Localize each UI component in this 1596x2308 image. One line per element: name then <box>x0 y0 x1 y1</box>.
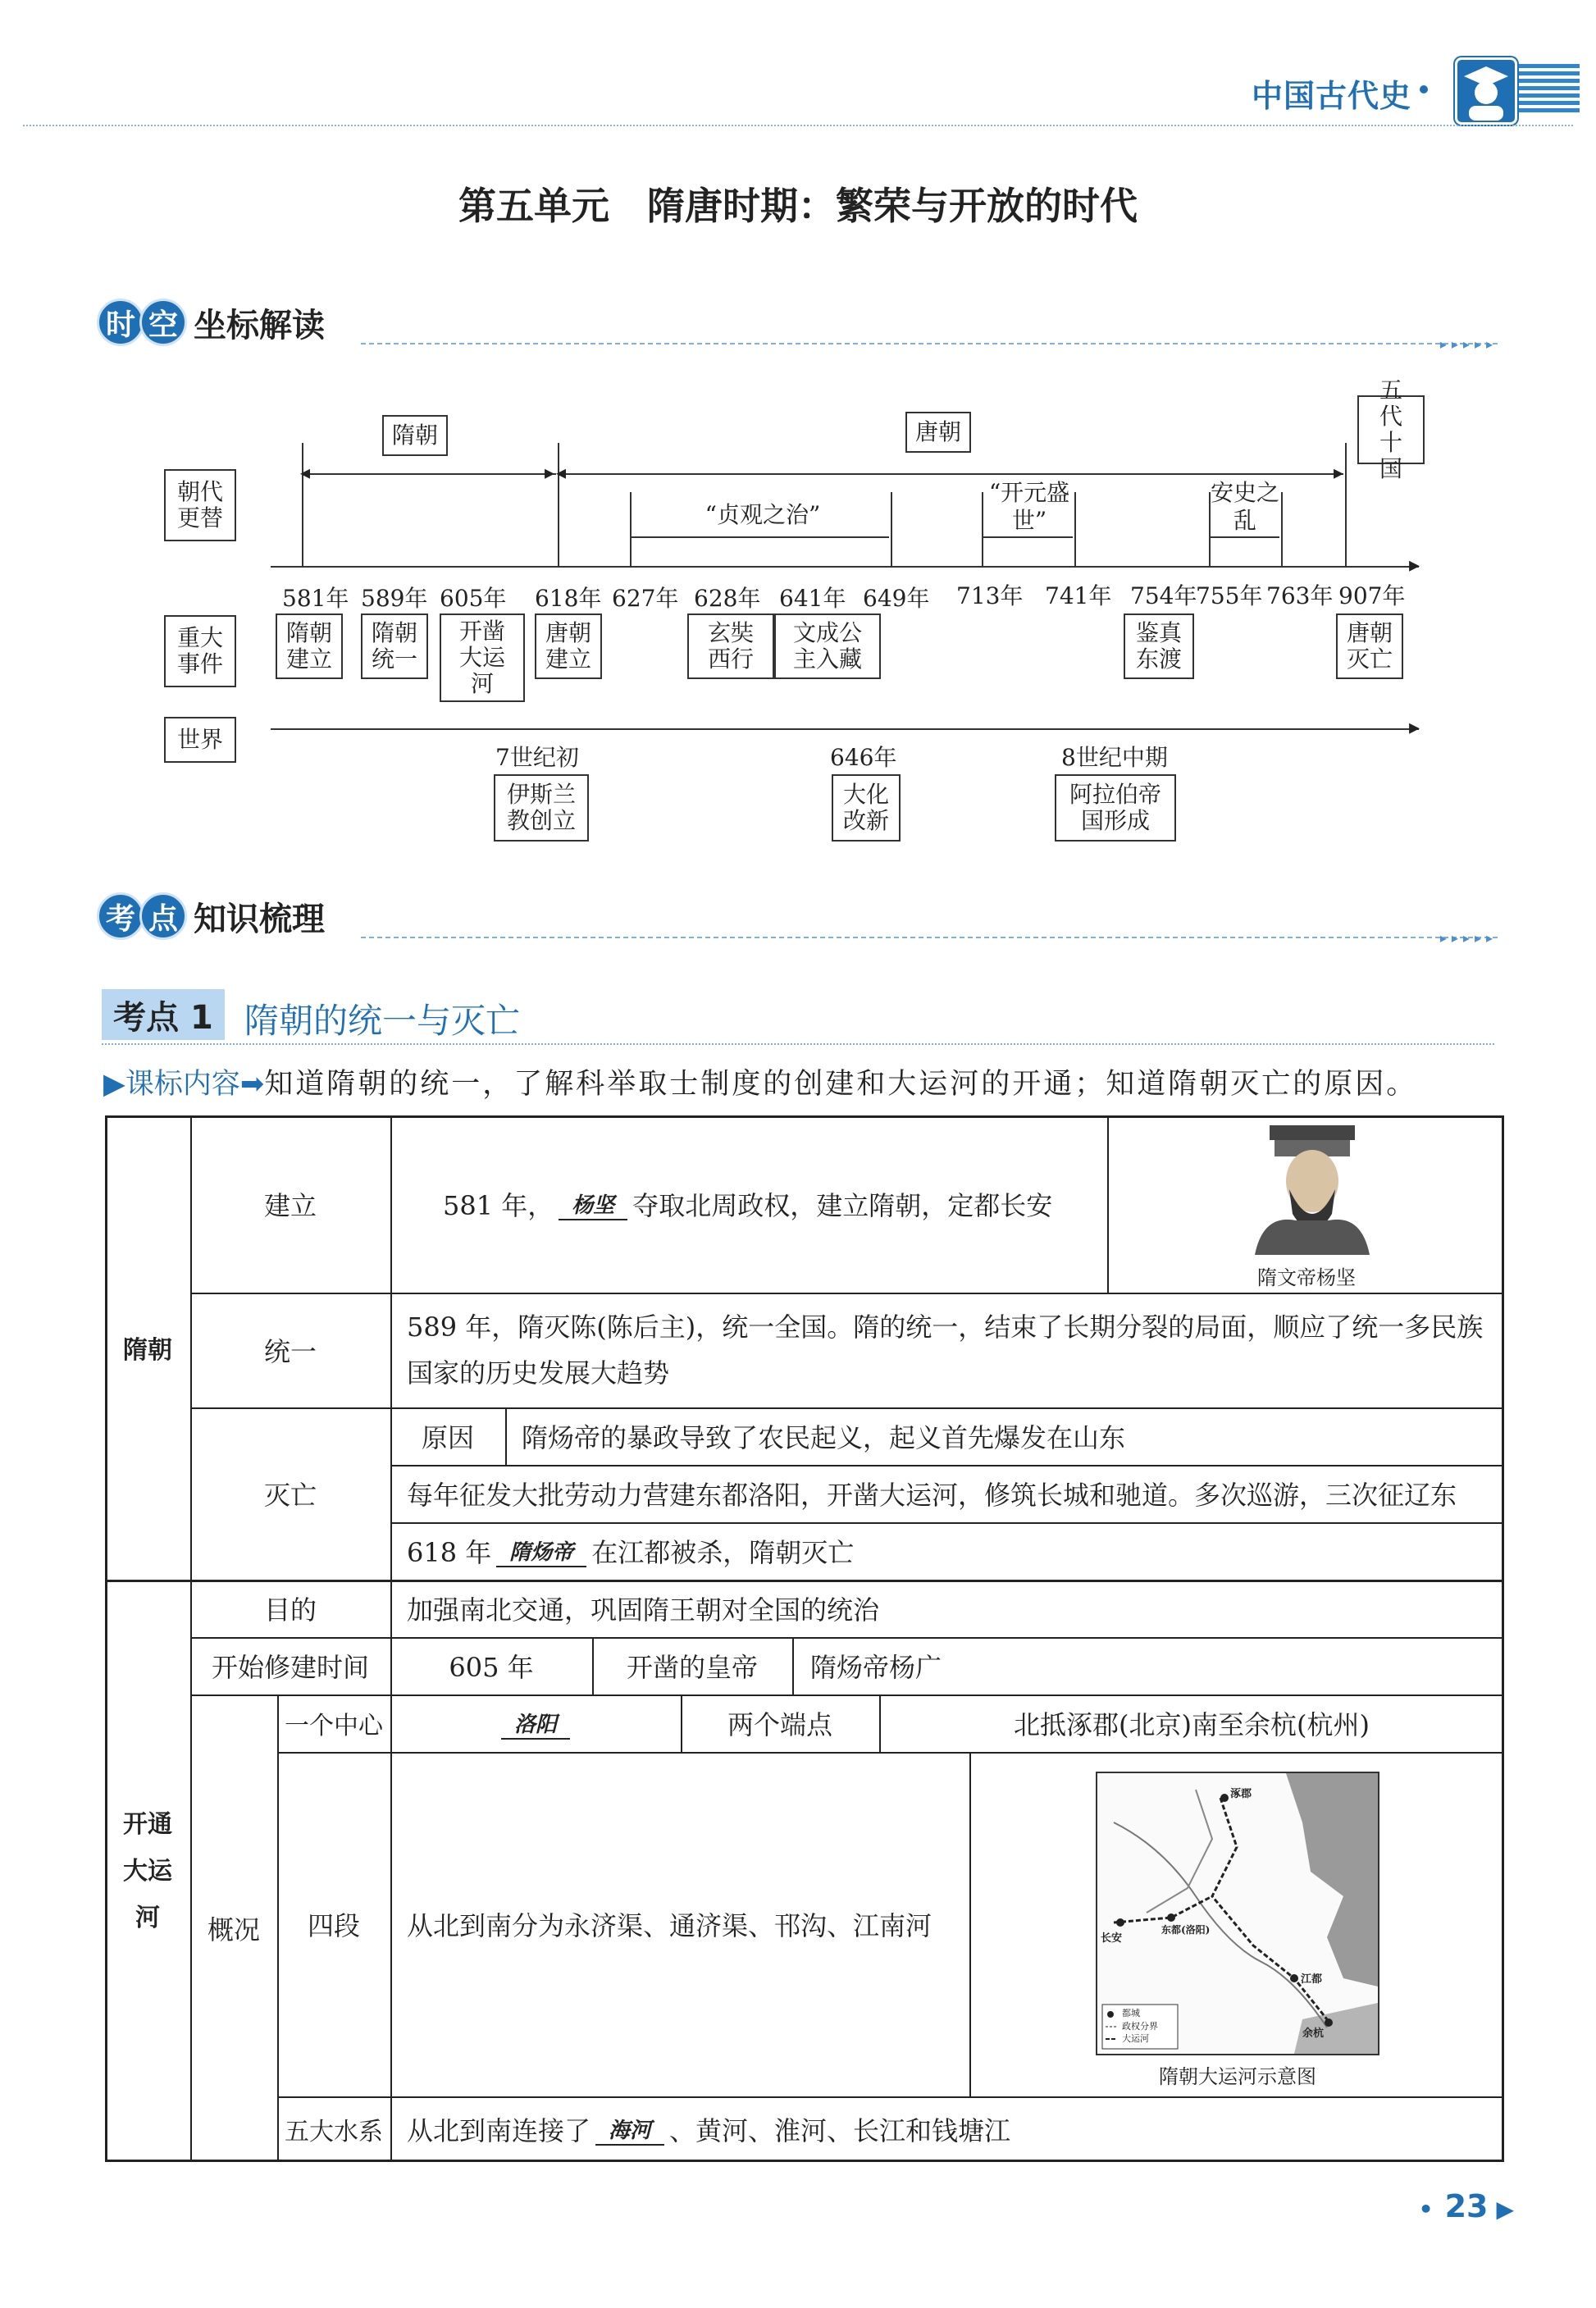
ends-content: 北抵涿郡(北京)南至余杭(杭州) <box>1014 1709 1370 1740</box>
tag-char-2: 点 <box>139 892 187 940</box>
row-header-canal: 开通大运河 <box>123 1809 172 1932</box>
map-caption: 隋朝大运河示意图 <box>1159 2065 1316 2088</box>
row-header-sui: 隋朝 <box>123 1336 172 1365</box>
label-unify: 统一 <box>263 1336 317 1367</box>
event-jianzhen: 鉴真东渡 <box>1124 613 1194 679</box>
tick-649 <box>891 492 892 566</box>
header-divider <box>23 125 1573 126</box>
answer-yangjian: 杨坚 <box>559 1188 627 1220</box>
portrait-caption: 隋文帝杨坚 <box>1257 1266 1356 1289</box>
map-label-yuhang: 余杭 <box>1302 2027 1325 2040</box>
arrow-head: ◂ <box>300 461 311 484</box>
year-581: 581年 <box>282 585 349 612</box>
map-legend-border: 政权分界 <box>1122 2021 1158 2032</box>
year-605: 605年 <box>440 585 507 612</box>
year-641: 641年 <box>779 585 846 612</box>
label-cause: 原因 <box>421 1422 474 1453</box>
tick-627 <box>630 492 632 566</box>
period-anshi: 安史之乱 <box>1211 479 1280 534</box>
section-arrows: ▸▸▸▸▸ <box>1439 336 1498 352</box>
year-628: 628年 <box>694 585 761 612</box>
year-741: 741年 <box>1045 582 1112 609</box>
rivers-post: 、黄河、淮河、长江和钱塘江 <box>669 2115 1011 2146</box>
label-rivers: 五大水系 <box>285 2118 383 2146</box>
map-label-zhuojun: 涿郡 <box>1230 1788 1252 1800</box>
arrow-head: ▸ <box>1334 461 1344 484</box>
unify-content: 589 年，隋灭陈(陈后主)，统一全国。隋的统一，结束了长期分裂的局面，顺应了统一多民族国家的历史发展大趋势 <box>407 1311 1484 1389</box>
label-overview: 概况 <box>207 1914 260 1945</box>
kaodian-badge: 考点 1 <box>102 989 225 1040</box>
zhenguan-range <box>632 536 889 538</box>
page-number <box>1419 2188 1514 2224</box>
tag-char-2: 空 <box>139 299 187 346</box>
year-755: 755年 <box>1196 582 1263 609</box>
dynasty-tang: 唐朝 <box>905 412 971 453</box>
year-649: 649年 <box>863 585 930 612</box>
kaiyuan-range <box>983 536 1073 538</box>
label-start: 开始修建时间 <box>211 1652 369 1683</box>
event-sui-unify: 隋朝统一 <box>361 613 428 679</box>
tick-763 <box>1281 492 1283 566</box>
tag-char-1: 时 <box>97 299 144 346</box>
main-axis <box>271 566 1419 568</box>
cause-content: 隋炀帝的暴政导致了农民起义，起义首先爆发在山东 <box>522 1422 1126 1453</box>
row-label-events: 重大事件 <box>164 615 236 687</box>
establish-content <box>390 1115 1107 1293</box>
year-754: 754年 <box>1130 582 1197 609</box>
center-answer-cell <box>390 1695 681 1752</box>
section-knowledge <box>97 892 325 940</box>
anshi-range <box>1211 536 1279 538</box>
year-618: 618年 <box>535 585 602 612</box>
arrow-head: ▸ <box>545 461 555 484</box>
answer-luoyang: 洛阳 <box>501 1708 570 1740</box>
dynasty-sui: 隋朝 <box>382 415 448 456</box>
rule <box>969 1752 971 2096</box>
year-589: 589年 <box>361 585 428 612</box>
section-arrows: ▸▸▸▸▸ <box>1439 930 1498 946</box>
header-subject: 中国古代史 <box>1251 77 1411 114</box>
emperor-name: 隋炀帝杨广 <box>810 1652 942 1683</box>
row-label-world: 世界 <box>164 717 236 763</box>
period-zhenguan: “贞观之治” <box>705 501 821 528</box>
header-dot <box>1420 85 1428 94</box>
map-legend-capital: 都城 <box>1122 2008 1140 2018</box>
kaodian-underline <box>102 1043 1494 1045</box>
year-907: 907年 <box>1338 582 1406 609</box>
rivers-content <box>390 2096 1504 2162</box>
sui-range <box>303 473 556 475</box>
sections-content: 从北到南分为永济渠、通济渠、邗沟、江南河 <box>407 1910 933 1941</box>
label-purpose: 目的 <box>263 1594 317 1626</box>
axis-arrow: ▸ <box>1409 553 1420 577</box>
map-legend-canal: 大运河 <box>1122 2033 1149 2044</box>
world-event-2: 大化改新 <box>832 774 901 842</box>
world-time-3: 8世纪中期 <box>1061 744 1168 771</box>
tick-741 <box>1074 492 1076 566</box>
standard-label: ▶课标内容➡ <box>103 1068 265 1101</box>
start-year: 605 年 <box>449 1652 534 1683</box>
kaodian-title: 隋朝的统一与灭亡 <box>244 1001 521 1041</box>
label-center: 一个中心 <box>285 1712 383 1740</box>
end-pre: 618 年 <box>407 1537 492 1568</box>
map-label-luoyang: 东都(洛阳) <box>1161 1924 1211 1936</box>
event-tang-fall: 唐朝灭亡 <box>1336 613 1403 679</box>
period-kaiyuan: “开元盛世” <box>988 479 1070 534</box>
tick-713 <box>982 492 983 566</box>
label-sections: 四段 <box>307 1910 360 1941</box>
map-label-jiangdu: 江都 <box>1301 1973 1323 1986</box>
world-time-1: 7世纪初 <box>495 744 579 771</box>
row-label-dynasty: 朝代更替 <box>164 469 236 541</box>
map-label-changan: 长安 <box>1101 1932 1123 1945</box>
axis-arrow: ▸ <box>1409 715 1420 740</box>
year-763: 763年 <box>1266 582 1334 609</box>
event-xuanzang: 玄奘西行 <box>687 613 774 679</box>
event-wencheng: 文成公主入藏 <box>774 613 881 679</box>
section-label: 知识梳理 <box>194 900 325 938</box>
tick-755 <box>1209 492 1211 566</box>
arrow-head: ◂ <box>556 461 567 484</box>
section-line <box>361 937 1498 938</box>
answer-yangdi: 隋炀帝 <box>496 1535 586 1567</box>
tang-range <box>559 473 1343 475</box>
tick-907 <box>1345 443 1347 566</box>
label-establish: 建立 <box>263 1190 317 1221</box>
fall-end <box>390 1522 1504 1580</box>
establish-pre: 581 年， <box>443 1190 554 1221</box>
label-fall: 灭亡 <box>263 1480 317 1511</box>
rivers-pre: 从北到南连接了 <box>407 2115 591 2146</box>
page-dot: • <box>1418 2196 1434 2223</box>
establish-post: 夺取北周政权，建立隋朝，定都长安 <box>632 1190 1053 1221</box>
unit-title: 第五单元 隋唐时期：繁荣与开放的时代 <box>458 184 1138 228</box>
fall-detail: 每年征发大批劳动力营建东都洛阳，开凿大运河，修筑长城和驰道。多次巡游，三次征辽东 <box>407 1480 1457 1511</box>
end-post: 在江都被杀，隋朝灭亡 <box>591 1537 855 1568</box>
answer-haihe: 海河 <box>595 2114 664 2146</box>
tag-char-1: 考 <box>97 892 144 940</box>
section-line <box>361 343 1498 344</box>
year-713: 713年 <box>956 582 1024 609</box>
world-event-1: 伊斯兰教创立 <box>494 774 589 842</box>
label-emperor: 开凿的皇帝 <box>626 1652 758 1683</box>
purpose-content: 加强南北交通，巩固隋王朝对全国的统治 <box>407 1594 880 1626</box>
portrait-yang-jian <box>1247 1124 1378 1255</box>
world-axis <box>271 728 1419 730</box>
student-avatar-icon <box>1455 57 1517 125</box>
label-ends: 两个端点 <box>727 1709 832 1740</box>
curriculum-standard <box>103 1061 1417 1102</box>
year-627: 627年 <box>612 585 679 612</box>
next-arrow-icon: ▶ <box>1496 2196 1514 2223</box>
event-sui-founded: 隋朝建立 <box>276 613 343 679</box>
canal-map <box>1096 1772 1379 2055</box>
page-number-value: 23 <box>1444 2188 1489 2224</box>
event-grand-canal: 开凿大运河 <box>440 613 525 702</box>
section-label: 坐标解读 <box>194 306 325 344</box>
standard-text: 知道隋朝的统一，了解科举取士制度的创建和大运河的开通；知道隋朝灭亡的原因。 <box>264 1068 1418 1101</box>
world-event-3: 阿拉伯帝国形成 <box>1055 774 1176 842</box>
dynasty-five-dynasties: 五代十国 <box>1357 395 1425 464</box>
event-tang-founded: 唐朝建立 <box>535 613 602 679</box>
world-time-2: 646年 <box>830 744 897 771</box>
section-spacetime <box>97 299 325 346</box>
